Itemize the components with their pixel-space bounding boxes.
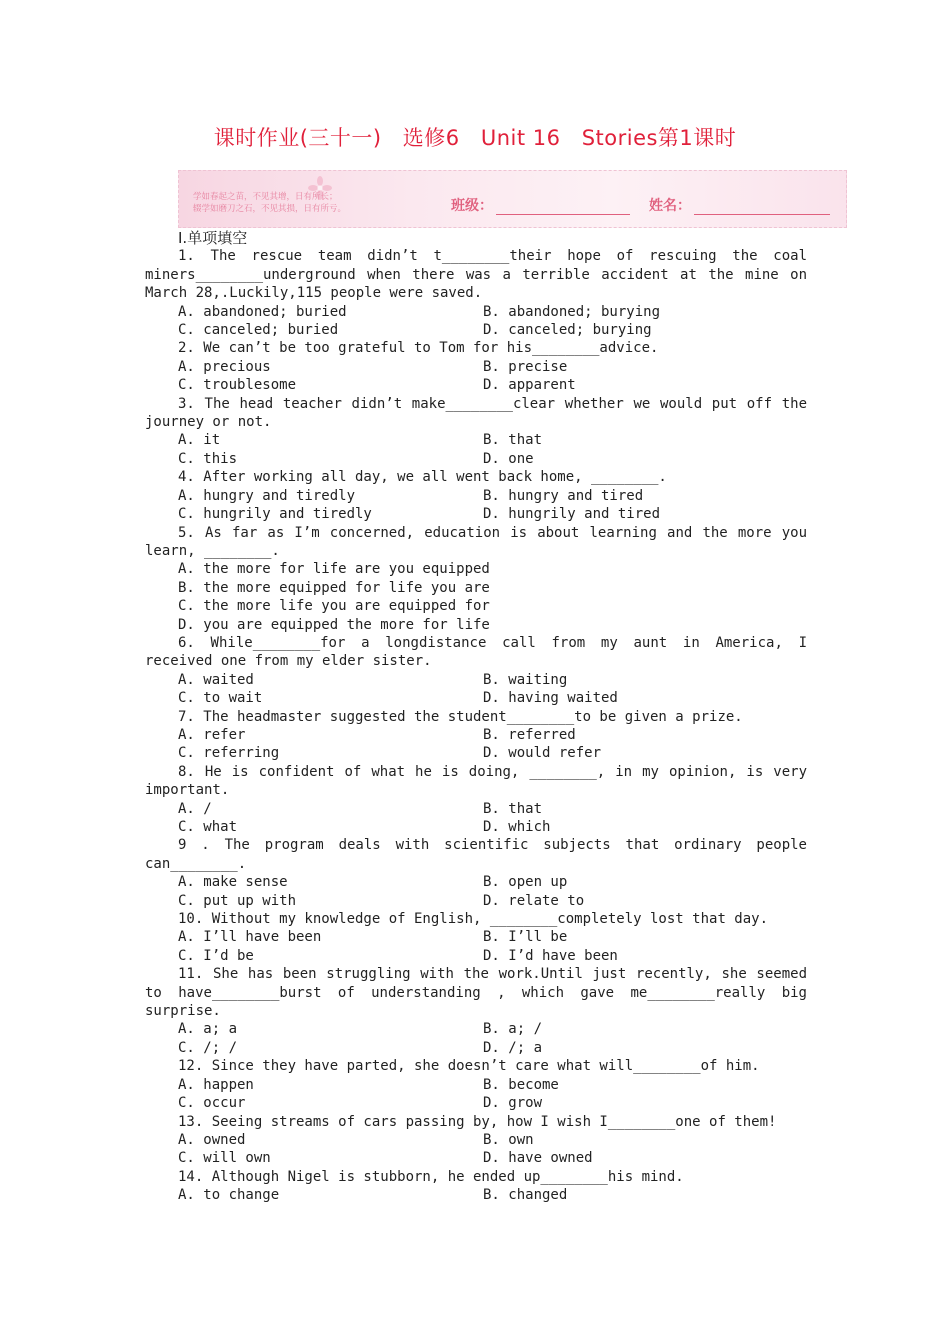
answer-option: B. a; / xyxy=(483,1021,543,1038)
question-stem: 13. Seeing streams of cars passing by, how I wish I________one of them! xyxy=(178,1113,777,1130)
answer-option: B. that xyxy=(483,800,543,817)
option-row xyxy=(145,1186,807,1204)
option-row xyxy=(145,1094,807,1112)
option-row xyxy=(145,1020,807,1038)
option-row xyxy=(145,376,807,394)
option-row xyxy=(145,800,807,818)
answer-option: A. / xyxy=(178,800,212,817)
title-part: Unit 16 xyxy=(480,126,561,150)
answer-option: B. changed xyxy=(483,1187,568,1204)
answer-option: C. will own xyxy=(178,1150,271,1167)
answer-option: C. /; / xyxy=(178,1039,238,1056)
option-row xyxy=(145,873,807,891)
option-row xyxy=(145,560,807,578)
option-row xyxy=(145,358,807,376)
option-row xyxy=(145,1076,807,1094)
answer-option: D. /; a xyxy=(483,1039,543,1056)
option-row xyxy=(145,579,807,597)
option-row xyxy=(145,450,807,468)
answer-option: B. I’ll be xyxy=(483,929,568,946)
option-row xyxy=(145,892,807,910)
motto-line: 辍学如磨刀之石，不见其损，日有所亏。 xyxy=(193,204,347,214)
answer-option: B. waiting xyxy=(483,671,568,688)
motto xyxy=(193,191,346,215)
option-row xyxy=(145,303,807,321)
answer-option: D. which xyxy=(483,819,551,835)
answer-option: D. having waited xyxy=(483,690,618,707)
option-row xyxy=(145,431,807,449)
question-stem: 3. The head teacher didn’t make________clear whether we would put off the journey or not. xyxy=(145,395,807,431)
answer-option: C. I’d be xyxy=(178,947,254,964)
answer-option: C. this xyxy=(178,450,238,467)
answer-option: A. make sense xyxy=(178,874,288,891)
question-stem: 8. He is confident of what he is doing, ________, in my opinion, is very important. xyxy=(145,763,807,799)
answer-option: B. become xyxy=(483,1076,559,1093)
class-blank[interactable] xyxy=(496,198,630,215)
answer-option: C. to wait xyxy=(178,690,263,707)
answer-option: B. hungry and tired xyxy=(483,487,644,504)
option-row xyxy=(145,505,807,523)
question-stem: 2. We can’t be too grateful to Tom for his________advice. xyxy=(178,340,659,357)
answer-option: D. canceled; burying xyxy=(483,322,652,339)
option-row xyxy=(145,947,807,965)
question-stem: 14. Although Nigel is stubborn, he ended up________his mind. xyxy=(178,1168,684,1185)
answer-option: A. abandoned; buried xyxy=(178,303,347,320)
answer-option: A. waited xyxy=(178,671,254,688)
option-row xyxy=(145,928,807,946)
option-row xyxy=(145,726,807,744)
answer-option: C. what xyxy=(178,819,238,835)
question-stem: 1. The rescue team didn’t t________their hope of rescuing the coal miners________underground when there was a terrible accident at the mine on March 28,.Luckily,115 people were saved. xyxy=(145,248,807,302)
option-row xyxy=(145,818,807,836)
option-row xyxy=(145,616,807,634)
exercise-content xyxy=(145,229,807,1205)
answer-option: A. happen xyxy=(178,1076,254,1093)
answer-option: A. I’ll have been xyxy=(178,929,322,946)
answer-option: D. grow xyxy=(483,1095,543,1112)
answer-option: C. hungrily and tiredly xyxy=(178,506,372,523)
question-stem: 7. The headmaster suggested the student________to be given a prize. xyxy=(178,708,743,725)
option-row xyxy=(145,487,807,505)
answer-option: A. to change xyxy=(178,1187,280,1204)
class-label: 班级： xyxy=(451,198,493,214)
title-part: 选修6 xyxy=(402,126,460,150)
option-row xyxy=(145,321,807,339)
motto-line: 学如春起之苗，不见其增，日有所长； xyxy=(193,192,338,202)
answer-option: B. referred xyxy=(483,726,576,743)
answer-option: B. open up xyxy=(483,874,568,891)
answer-option: C. troublesome xyxy=(178,377,297,394)
answer-option: A. precious xyxy=(178,358,271,375)
title-part: 课时作业(三十一) xyxy=(213,126,382,150)
option-row xyxy=(145,1039,807,1057)
class-field xyxy=(451,195,630,215)
option-row xyxy=(145,671,807,689)
question-stem: 5. As far as I’m concerned, education is about learning and the more you learn, ________. xyxy=(145,524,807,559)
answer-option: C. put up with xyxy=(178,892,297,909)
question-stem: 6. While________for a longdistance call from my aunt in America, I received one from my elder sister. xyxy=(145,634,807,670)
answer-option: D. have owned xyxy=(483,1150,593,1167)
answer-option: D. hungrily and tired xyxy=(483,506,661,523)
header-banner xyxy=(178,170,847,228)
answer-option: B. abandoned; burying xyxy=(483,303,661,320)
answer-option: A. the more for life are you equipped xyxy=(178,561,490,578)
answer-option: B. precise xyxy=(483,358,568,375)
option-row xyxy=(145,689,807,707)
option-row xyxy=(145,744,807,762)
answer-option: B. the more equipped for life you are xyxy=(178,579,490,596)
answer-option: D. you are equipped the more for life xyxy=(178,616,490,633)
option-row xyxy=(145,1131,807,1149)
answer-option: B. own xyxy=(483,1131,534,1148)
answer-option: A. hungry and tiredly xyxy=(178,487,356,504)
page-title xyxy=(0,122,950,152)
answer-option: C. occur xyxy=(178,1095,246,1112)
question-stem: 9 . The program deals with scientific subjects that ordinary people can________. xyxy=(145,837,807,872)
question-stem: 12. Since they have parted, she doesn’t care what will________of him. xyxy=(178,1058,760,1075)
answer-option: B. that xyxy=(483,432,543,449)
name-field xyxy=(649,195,830,215)
title-part: Stories第1课时 xyxy=(581,126,737,150)
answer-option: D. would refer xyxy=(483,745,602,762)
name-label: 姓名： xyxy=(649,198,691,214)
question-stem: 4. After working all day, we all went back home, ________. xyxy=(178,469,667,486)
answer-option: D. relate to xyxy=(483,892,585,909)
option-row xyxy=(145,1149,807,1167)
answer-option: D. one xyxy=(483,450,534,467)
answer-option: C. the more life you are equipped for xyxy=(178,598,490,615)
question-stem: 10. Without my knowledge of English, ________completely lost that day. xyxy=(178,911,769,928)
answer-option: A. it xyxy=(178,432,221,449)
answer-option: D. I’d have been xyxy=(483,947,618,964)
answer-option: C. referring xyxy=(178,745,280,762)
section-title: Ⅰ.单项填空 xyxy=(178,229,248,247)
answer-option: C. canceled; buried xyxy=(178,322,339,339)
option-row xyxy=(145,597,807,615)
question-stem: 11. She has been struggling with the work.Until just recently, she seemed to have________burst of understanding , which gave me________really big surprise. xyxy=(145,966,807,1020)
answer-option: D. apparent xyxy=(483,377,576,394)
answer-option: A. refer xyxy=(178,726,246,743)
answer-option: A. a; a xyxy=(178,1021,238,1038)
answer-option: A. owned xyxy=(178,1131,246,1148)
question-list xyxy=(145,247,807,1204)
name-blank[interactable] xyxy=(694,198,830,215)
